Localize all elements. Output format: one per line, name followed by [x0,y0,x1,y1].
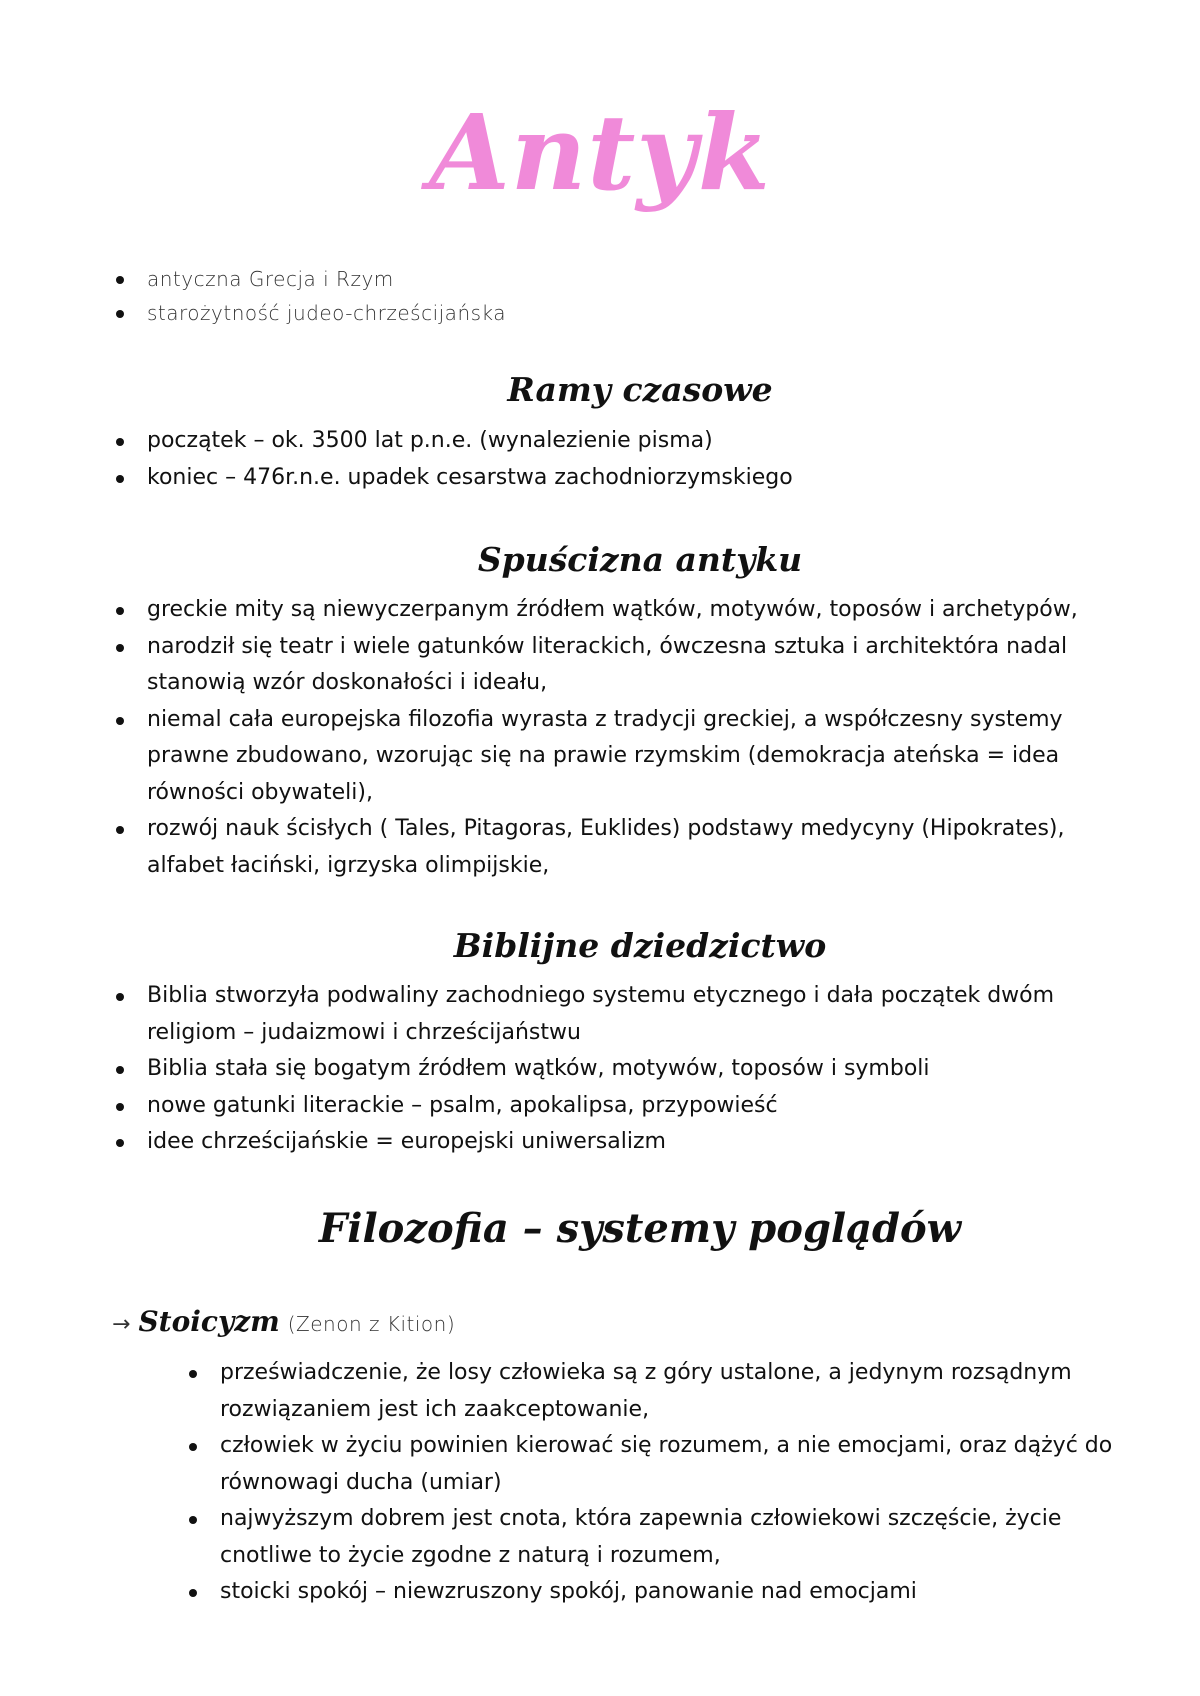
document-title: Antyk [429,91,771,214]
list-item: początek – ok. 3500 lat p.n.e. (wynalezienie pisma) [147,423,1132,460]
list-item: idee chrześcijańskie = europejski uniwersalizm [147,1124,1132,1161]
spuscizna-list [147,592,1132,884]
list-item: koniec – 476r.n.e. upadek cesarstwa zachodniorzymskiego [147,460,1132,497]
stoicyzm-list [220,1355,1132,1611]
section-heading-filozofia: Filozofia – systemy poglądów [318,1205,962,1252]
list-item: najwyższym dobrem jest cnota, która zapewnia człowiekowi szczęście, życie cnotliwe to życie zgodne z naturą i rozumem, [220,1501,1132,1574]
list-item: nowe gatunki literackie – psalm, apokalipsa, przypowieść [147,1088,1132,1125]
stoicyzm-note: (Zenon z Kition) [287,1312,456,1336]
stoicyzm-header [112,1305,455,1349]
section-heading-ramy: Ramy czasowe [507,370,773,409]
ramy-list [147,423,1132,496]
list-item: narodził się teatr i wiele gatunków literackich, ówczesna sztuka i architektóra nadal stanowią wzór doskonałości i ideału, [147,629,1132,702]
intro-list [147,262,1147,330]
list-item: stoicki spokój – niewzruszony spokój, panowanie nad emocjami [220,1574,1132,1611]
list-item: człowiek w życiu powinien kierować się rozumem, a nie emocjami, oraz dążyć do równowagi ducha (umiar) [220,1428,1132,1501]
list-item: starożytność judeo-chrześcijańska [147,296,1147,330]
list-item: antyczna Grecja i Rzym [147,262,1147,296]
stoicyzm-name: Stoicyzm [138,1305,280,1338]
section-heading-spuscizna: Spuścizna antyku [477,540,803,579]
biblijne-list [147,978,1132,1161]
list-item: greckie mity są niewyczerpanym źródłem wątków, motywów, toposów i archetypów, [147,592,1132,629]
list-item: przeświadczenie, że losy człowieka są z góry ustalone, a jedynym rozsądnym rozwiązaniem jest ich zaakceptowanie, [220,1355,1132,1428]
section-heading-biblijne: Biblijne dziedzictwo [453,926,827,965]
list-item: niemal cała europejska filozofia wyrasta z tradycji greckiej, a współczesny systemy prawne zbudowano, wzorując się na prawie rzymskim (demokracja ateńska = idea równości obywateli), [147,702,1132,812]
list-item: Biblia stworzyła podwaliny zachodniego systemu etycznego i dała początek dwóm religiom – judaizmowi i chrześcijaństwu [147,978,1132,1051]
list-item: Biblia stała się bogatym źródłem wątków, motywów, toposów i symboli [147,1051,1132,1088]
list-item: rozwój nauk ścisłych ( Tales, Pitagoras, Euklides) podstawy medycyny (Hipokrates), alfabet łaciński, igrzyska olimpijskie, [147,811,1132,884]
arrow-right-icon: → [112,1312,131,1337]
